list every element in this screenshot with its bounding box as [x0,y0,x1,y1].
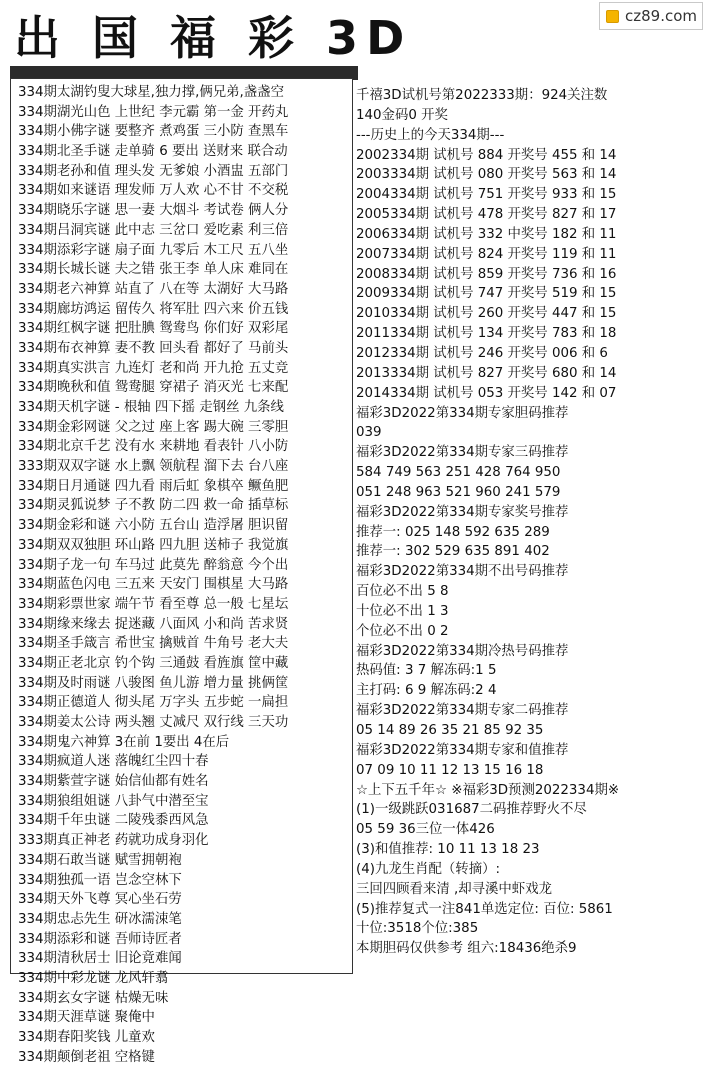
prediction-line: 051 248 963 521 960 241 579 [356,484,561,500]
prediction-line: ☆上下五千年☆ ※福彩3D预测2022334期※ [356,782,620,798]
prediction-line: (3)和值推荐: 10 11 13 18 23 [356,842,540,858]
prediction-line: 05 59 36三位一体426 [356,822,495,838]
riddle-list-item: 334期中彩龙谜 龙风轩翥 [18,970,169,986]
riddle-list-item: 334期彩票世家 端午节 看至尊 总一般 七星坛 [18,596,289,612]
prediction-line: 2011334期 试机号 134 开奖号 783 和 18 [356,326,617,342]
watermark-text: cz89.com [625,7,698,25]
prediction-line: 2002334期 试机号 884 开奖号 455 和 14 [356,147,617,163]
riddle-list-item: 334期天机字谜 - 根轴 四下摇 走钢丝 九条线 [18,400,284,415]
riddle-list-item: 334期紫萱字谜 始信仙都有姓名 [18,774,209,790]
riddle-list-item: 333期双双字谜 水上飘 领航程 溜下去 台八座 [18,459,289,475]
riddle-list-item: 334期正老北京 钓个钩 三通鼓 看旌旗 筐中藏 [18,655,289,671]
prediction-line: ---历史上的今天334期--- [356,127,505,143]
riddle-list-item: 334期长城长谜 夫之错 张王李 单人床 难同在 [18,262,289,278]
prediction-line: 2009334期 试机号 747 开奖号 519 和 15 [356,286,617,302]
prediction-line: 本期胆码仅供参考 组六:18436绝杀9 [356,941,577,957]
riddle-list-item: 334期蓝色闪电 三五来 天安门 围棋星 大马路 [18,577,289,593]
riddle-list-item: 334期布衣神算 妻不教 回头看 都好了 马前头 [18,340,289,356]
riddle-list-item: 334期真实洪言 九连灯 老和尚 开九抢 五丈竞 [18,360,289,376]
prediction-line: 2003334期 试机号 080 开奖号 563 和 14 [356,167,617,183]
riddle-list-item: 334期春阳奖钱 儿童欢 [18,1030,155,1045]
site-watermark[interactable] [599,2,703,30]
prediction-line: 2005334期 试机号 478 开奖号 827 和 17 [356,207,617,223]
prediction-line: 140金码0 开奖 [356,107,448,123]
riddle-list-item: 334期湖光山色 上世纪 李元霸 第一金 开药丸 [18,104,289,120]
riddle-list-item: 334期添彩字谜 扇子面 九零后 木工尺 五八坐 [18,242,289,258]
prediction-line: 千禧3D试机号第2022333期：924关注数 [356,88,608,103]
prediction-line: 2007334期 试机号 824 开奖号 119 和 11 [356,246,617,262]
riddle-list-item: 334期清秋居士 旧论竟难闻 [18,951,182,967]
prediction-line: 福彩3D2022第334期冷热号码推荐 [356,643,569,659]
site-logo-icon [606,10,619,23]
prediction-panel [356,86,706,959]
prediction-line: 039 [356,425,382,441]
riddle-list-item: 334期石敢当谜 赋雪拥朝袍 [18,852,182,868]
riddle-list-item: 334期天外飞尊 冥心坐石劳 [18,892,182,908]
prediction-line: 2014334期 试机号 053 开奖号 142 和 07 [356,385,617,401]
riddle-list-item: 334期圣手箴言 希世宝 擒贼首 牛角号 老大夫 [18,636,289,652]
riddle-list-item: 334期鬼六神算 3在前 1要出 4在后 [18,734,230,750]
prediction-line: 福彩3D2022第334期专家二码推荐 [356,703,569,719]
riddle-list-item: 334期灵狐说梦 子不教 防二四 救一命 插草标 [18,498,289,514]
riddle-list-item: 334期北圣手谜 走单骑 6 要出 送财来 联合动 [18,144,288,160]
prediction-line: (5)推荐复式一注841单选定位: 百位: 5861 [356,901,613,917]
riddle-list-item: 334期金彩网谜 父之过 座上客 踢大碗 三零胆 [18,419,289,435]
prediction-line: 主打码: 6 9 解冻码:2 4 [356,683,497,699]
riddle-list-item: 334期太湖钓叟大球星,独力撑,俩兄弟,盏盏空 [18,85,284,100]
prediction-line: 福彩3D2022第334期专家和值推荐 [356,742,569,758]
prediction-line: 百位必不出 5 8 [356,584,449,600]
prediction-line: 2012334期 试机号 246 开奖号 006 和 6 [356,345,608,361]
riddle-list-item: 334期缘来缘去 捉迷藏 八面风 小和尚 苦求贤 [18,616,289,632]
riddle-list-item: 334期金彩和谜 六小防 五台山 造浮屠 胆识留 [18,518,289,534]
riddle-list-item: 334期廊坊鸿运 留传久 将军肚 四六来 价五钱 [18,301,289,317]
riddle-list-item: 334期千年虫谜 二陵残黍西风急 [18,813,209,829]
riddle-list-item: 334期晓乐字谜 思一妻 大烟斗 考试卷 俩人分 [18,203,289,219]
prediction-line: 07 09 10 11 12 13 15 16 18 [356,762,544,778]
prediction-line: 福彩3D2022第334期专家三码推荐 [356,445,569,461]
page-title: 出 国 福 彩 3D [14,11,413,65]
riddle-list-item: 334期小佛字谜 要整齐 煮鸡蛋 三小防 查黑车 [18,124,289,140]
riddle-list-item: 334期如来谜语 理发师 万人欢 心不甘 不交税 [18,183,289,199]
prediction-line: 十位必不出 1 3 [356,603,449,619]
riddle-list-item: 334期天涯草谜 聚俺中 [18,1010,155,1026]
prediction-line: (1)一级跳跃031687二码推荐野火不尽 [356,802,587,818]
riddle-list-item: 334期狼组姐谜 八卦气中潜至宝 [18,793,209,809]
prediction-line: 推荐一: 025 148 592 635 289 [356,524,550,540]
riddle-list-item: 334期双双独胆 环山路 四九胆 送柿子 我觉旗 [18,537,289,553]
prediction-line: 十位:3518个位:385 [356,921,479,937]
riddle-list-panel [10,78,353,1065]
riddle-list-item: 334期玄女字谜 枯燥无味 [18,990,169,1006]
prediction-line: 2004334期 试机号 751 开奖号 933 和 15 [356,187,617,203]
riddle-list-item: 334期忠忐先生 研冰濡涑笔 [18,911,182,927]
riddle-list-item: 334期独孤一语 岂念空林下 [18,872,182,888]
prediction-line: 三回四顾看来清 ,却寻溪中虾戏龙 [356,881,552,897]
prediction-line: 584 749 563 251 428 764 950 [356,465,561,481]
prediction-line: 2006334期 试机号 332 中奖号 182 和 11 [356,226,617,242]
riddle-list [11,79,352,1067]
riddle-list-item: 334期正德道人 彻头尾 万字头 五步蛇 一扁担 [18,695,289,711]
riddle-list-item: 334期姜太公诗 两头翘 丈减尺 双行线 三天功 [18,715,289,730]
riddle-list-item: 334期添彩和谜 吾师诗匠者 [18,931,182,947]
riddle-list-item: 334期吕洞宾谜 此中志 三岔口 爱吃素 利三倍 [18,222,289,238]
riddle-list-item: 334期颠倒老祖 空格键 [18,1049,155,1065]
prediction-line: 推荐一: 302 529 635 891 402 [356,544,550,560]
prediction-line: 福彩3D2022第334期专家奖号推荐 [356,504,569,520]
riddle-list-item: 334期老六神算 站直了 八在等 太湖好 大马路 [18,281,289,297]
riddle-list-item: 333期真正神老 药就功成身羽化 [18,833,209,849]
riddle-list-item: 334期老孙和值 理头发 无爹娘 小酒盅 五部门 [18,163,289,179]
prediction-line: 2013334期 试机号 827 开奖号 680 和 14 [356,365,617,381]
prediction-line: (4)九龙生肖配（转摘）: [356,861,500,877]
riddle-list-item: 334期北京千艺 没有水 来耕地 看表针 八小防 [18,439,289,455]
riddle-list-item: 334期及时雨谜 八骏图 鱼儿游 增力量 挑俩筐 [18,675,289,691]
riddle-list-item: 334期子龙一句 车马过 此莫先 醉翁意 今个出 [18,557,289,573]
riddle-list-item: 334期红枫字谜 把肚腆 鸳鸯鸟 你们好 双彩尾 [18,321,289,337]
riddle-list-item: 334期日月通谜 四九看 雨后虹 象棋卒 鳜鱼肥 [18,478,289,494]
prediction-line: 热码值: 3 7 解冻码:1 5 [356,663,497,679]
prediction-line: 2008334期 试机号 859 开奖号 736 和 16 [356,266,617,282]
riddle-list-item: 334期疯道人迷 落魄红尘四十春 [18,754,209,770]
riddle-list-item: 334期晚秋和值 鸳鸯腿 穿裙子 消灭光 七来配 [18,380,289,396]
prediction-line: 福彩3D2022第334期不出号码推荐 [356,564,569,580]
prediction-line: 2010334期 试机号 260 开奖号 447 和 15 [356,306,617,322]
prediction-line: 个位必不出 0 2 [356,623,449,639]
prediction-line: 05 14 89 26 35 21 85 92 35 [356,723,544,738]
prediction-line: 福彩3D2022第334期专家胆码推荐 [356,405,569,421]
